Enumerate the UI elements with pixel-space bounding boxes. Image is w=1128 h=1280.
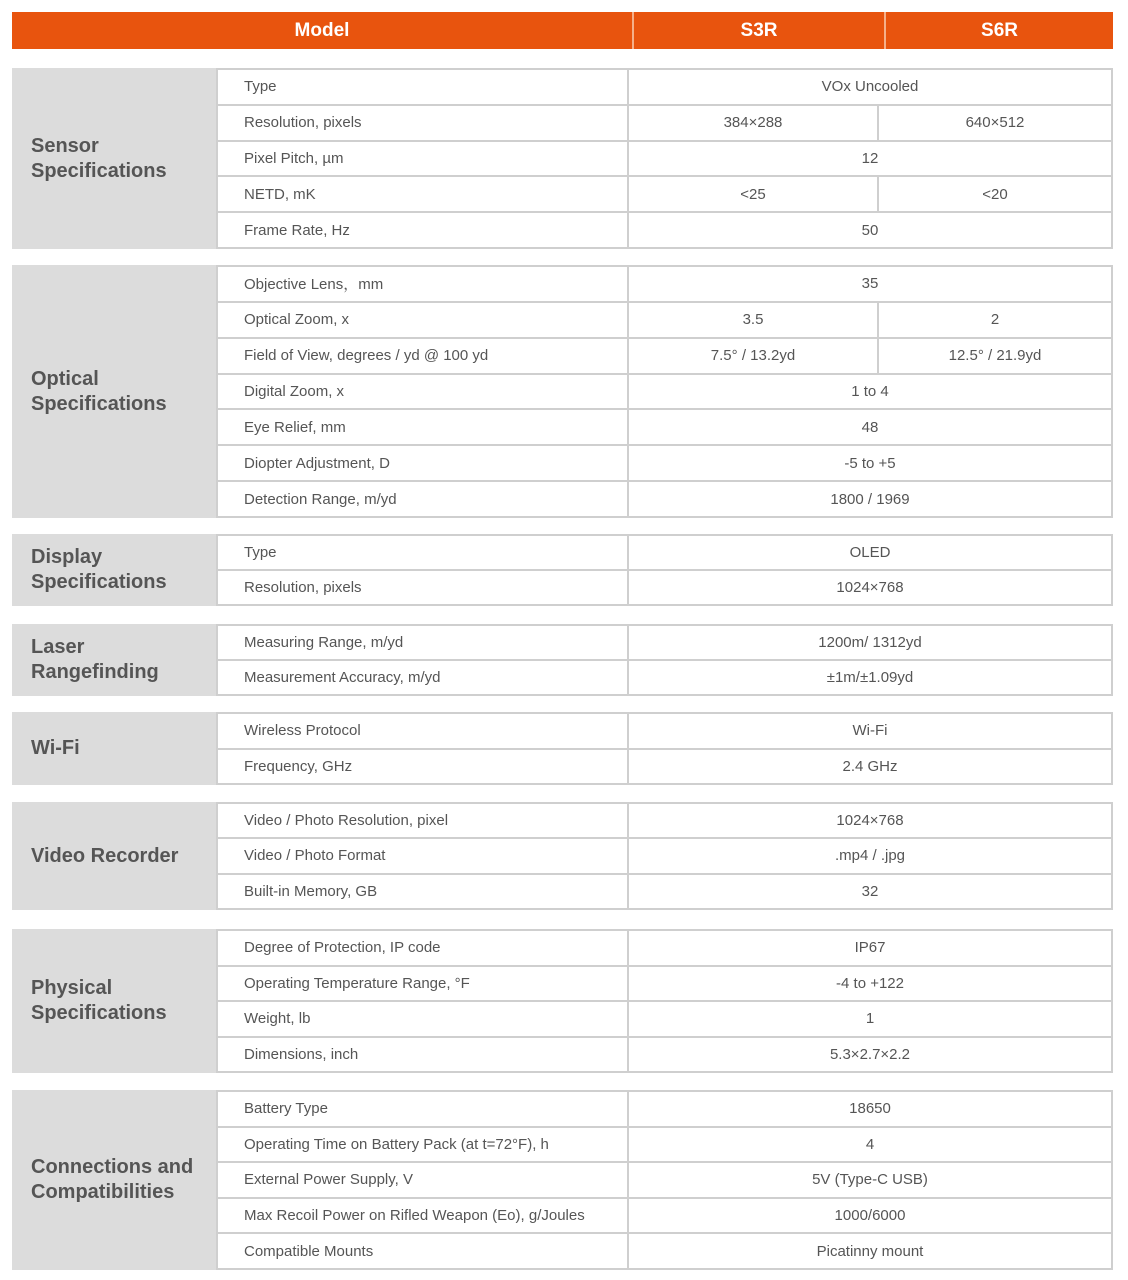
section-rows bbox=[216, 265, 1113, 518]
spec-section bbox=[12, 265, 1113, 518]
spec-section bbox=[12, 712, 1113, 785]
section-title: Display Specifications bbox=[12, 534, 216, 606]
value-shared: 1 to 4 bbox=[851, 383, 889, 400]
table-row bbox=[216, 536, 1111, 571]
section-title: Sensor Specifications bbox=[12, 68, 216, 249]
param-label: Pixel Pitch, µm bbox=[216, 142, 629, 176]
param-label: Wireless Protocol bbox=[216, 714, 629, 748]
table-row bbox=[216, 106, 1111, 142]
section-rows bbox=[216, 624, 1113, 696]
section-title: Wi-Fi bbox=[12, 712, 216, 785]
value-shared: Wi-Fi bbox=[852, 722, 888, 740]
param-label: Objective Lens，mm bbox=[216, 267, 629, 301]
table-row bbox=[216, 446, 1111, 482]
table-row bbox=[216, 931, 1111, 967]
value-shared: 1 bbox=[865, 1010, 875, 1028]
value-shared: 5V (Type-C USB) bbox=[812, 1171, 928, 1189]
header-s3r: S3R bbox=[634, 12, 886, 49]
section-rows bbox=[216, 68, 1113, 249]
value-shared: -4 to +122 bbox=[836, 974, 904, 992]
param-label: Frame Rate, Hz bbox=[216, 213, 629, 247]
table-row bbox=[216, 482, 1111, 516]
table-row bbox=[216, 410, 1111, 446]
param-label: Dimensions, inch bbox=[216, 1038, 629, 1072]
value-shared: OLED bbox=[849, 544, 891, 561]
header-model: Model bbox=[12, 12, 634, 49]
value-s3r: <25 bbox=[629, 177, 879, 211]
param-label: Degree of Protection, IP code bbox=[216, 931, 629, 965]
spec-section bbox=[12, 929, 1113, 1073]
table-row bbox=[216, 839, 1111, 874]
param-label: Max Recoil Power on Rifled Weapon (Eo), g/Joules bbox=[216, 1199, 629, 1233]
header-s6r: S6R bbox=[981, 19, 1018, 41]
value-shared: 4 bbox=[865, 1135, 875, 1153]
param-label: Optical Zoom, x bbox=[216, 303, 629, 337]
table-row bbox=[216, 339, 1111, 375]
table-row bbox=[216, 1092, 1111, 1128]
value-s6r: <20 bbox=[982, 185, 1008, 203]
table-row bbox=[216, 804, 1111, 839]
param-label: Frequency, GHz bbox=[216, 750, 629, 784]
param-label: Measurement Accuracy, m/yd bbox=[216, 661, 629, 694]
table-row bbox=[216, 213, 1111, 247]
param-label: Field of View, degrees / yd @ 100 yd bbox=[216, 339, 629, 373]
value-s6r: 2 bbox=[990, 311, 1000, 329]
table-row bbox=[216, 1163, 1111, 1199]
value-shared: 50 bbox=[861, 221, 879, 239]
value-shared: 1200m/ 1312yd bbox=[818, 634, 922, 651]
section-rows bbox=[216, 1090, 1113, 1270]
param-label: Built-in Memory, GB bbox=[216, 875, 629, 908]
value-shared: 18650 bbox=[849, 1100, 891, 1118]
param-label: Resolution, pixels bbox=[216, 571, 629, 604]
section-title: Laser Rangefinding bbox=[12, 624, 216, 696]
value-shared: 48 bbox=[861, 418, 879, 436]
value-shared: -5 to +5 bbox=[844, 454, 896, 472]
param-label: Resolution, pixels bbox=[216, 106, 629, 140]
table-row bbox=[216, 626, 1111, 661]
value-s3r: 384×288 bbox=[629, 106, 879, 140]
spec-section bbox=[12, 534, 1113, 606]
section-title: Physical Specifications bbox=[12, 929, 216, 1073]
spec-section bbox=[12, 68, 1113, 249]
value-shared: 1024×768 bbox=[836, 812, 904, 830]
table-row bbox=[216, 714, 1111, 750]
table-row bbox=[216, 1038, 1111, 1072]
param-label: Weight, lb bbox=[216, 1002, 629, 1036]
value-s6r: 640×512 bbox=[965, 114, 1025, 132]
value-shared: Picatinny mount bbox=[816, 1242, 924, 1260]
table-row bbox=[216, 661, 1111, 694]
spec-section bbox=[12, 624, 1113, 696]
table-row bbox=[216, 967, 1111, 1003]
section-rows bbox=[216, 929, 1113, 1073]
value-s3r: 3.5 bbox=[629, 303, 879, 337]
table-row bbox=[216, 70, 1111, 106]
value-shared: VOx Uncooled bbox=[821, 78, 919, 96]
param-label: Detection Range, m/yd bbox=[216, 482, 629, 516]
param-label: Measuring Range, m/yd bbox=[216, 626, 629, 659]
param-label: Eye Relief, mm bbox=[216, 410, 629, 444]
param-label: Battery Type bbox=[216, 1092, 629, 1126]
table-row bbox=[216, 1128, 1111, 1164]
spec-section bbox=[12, 802, 1113, 910]
section-rows bbox=[216, 712, 1113, 785]
table-row bbox=[216, 1199, 1111, 1235]
section-rows bbox=[216, 802, 1113, 910]
value-shared: 32 bbox=[861, 882, 879, 900]
section-title: Connections and Compatibilities bbox=[12, 1090, 216, 1270]
value-shared: 12 bbox=[861, 149, 879, 167]
table-row bbox=[216, 750, 1111, 784]
param-label: External Power Supply, V bbox=[216, 1163, 629, 1197]
table-row bbox=[216, 375, 1111, 411]
param-label: Operating Time on Battery Pack (at t=72°F), h bbox=[216, 1128, 629, 1162]
value-shared: 35 bbox=[861, 275, 879, 293]
value-shared: 5.3×2.7×2.2 bbox=[829, 1045, 911, 1063]
value-shared: 1024×768 bbox=[836, 579, 904, 596]
value-shared: 1000/6000 bbox=[834, 1207, 906, 1225]
value-shared: 2.4 GHz bbox=[842, 757, 898, 775]
value-shared: 1800 / 1969 bbox=[830, 490, 910, 508]
table-row bbox=[216, 1002, 1111, 1038]
table-row bbox=[216, 303, 1111, 339]
value-s6r: 12.5° / 21.9yd bbox=[948, 347, 1042, 365]
spec-section bbox=[12, 1090, 1113, 1270]
table-row bbox=[216, 875, 1111, 908]
table-row bbox=[216, 1234, 1111, 1268]
param-label: Digital Zoom, x bbox=[216, 375, 629, 409]
section-rows bbox=[216, 534, 1113, 606]
table-row bbox=[216, 267, 1111, 303]
param-label: Video / Photo Resolution, pixel bbox=[216, 804, 629, 837]
param-label: NETD, mK bbox=[216, 177, 629, 211]
value-s3r: 7.5° / 13.2yd bbox=[629, 339, 879, 373]
param-label: Compatible Mounts bbox=[216, 1234, 629, 1268]
table-row bbox=[216, 142, 1111, 178]
table-row bbox=[216, 571, 1111, 604]
param-label: Video / Photo Format bbox=[216, 839, 629, 872]
table-row bbox=[216, 177, 1111, 213]
section-title: Video Recorder bbox=[12, 802, 216, 910]
section-title: Optical Specifications bbox=[12, 265, 216, 518]
value-shared: .mp4 / .jpg bbox=[834, 847, 906, 865]
param-label: Type bbox=[216, 70, 629, 104]
table-header bbox=[12, 12, 1113, 49]
param-label: Diopter Adjustment, D bbox=[216, 446, 629, 480]
value-shared: IP67 bbox=[854, 939, 886, 957]
param-label: Type bbox=[216, 536, 629, 569]
param-label: Operating Temperature Range, °F bbox=[216, 967, 629, 1001]
value-shared: ±1m/±1.09yd bbox=[826, 669, 914, 686]
